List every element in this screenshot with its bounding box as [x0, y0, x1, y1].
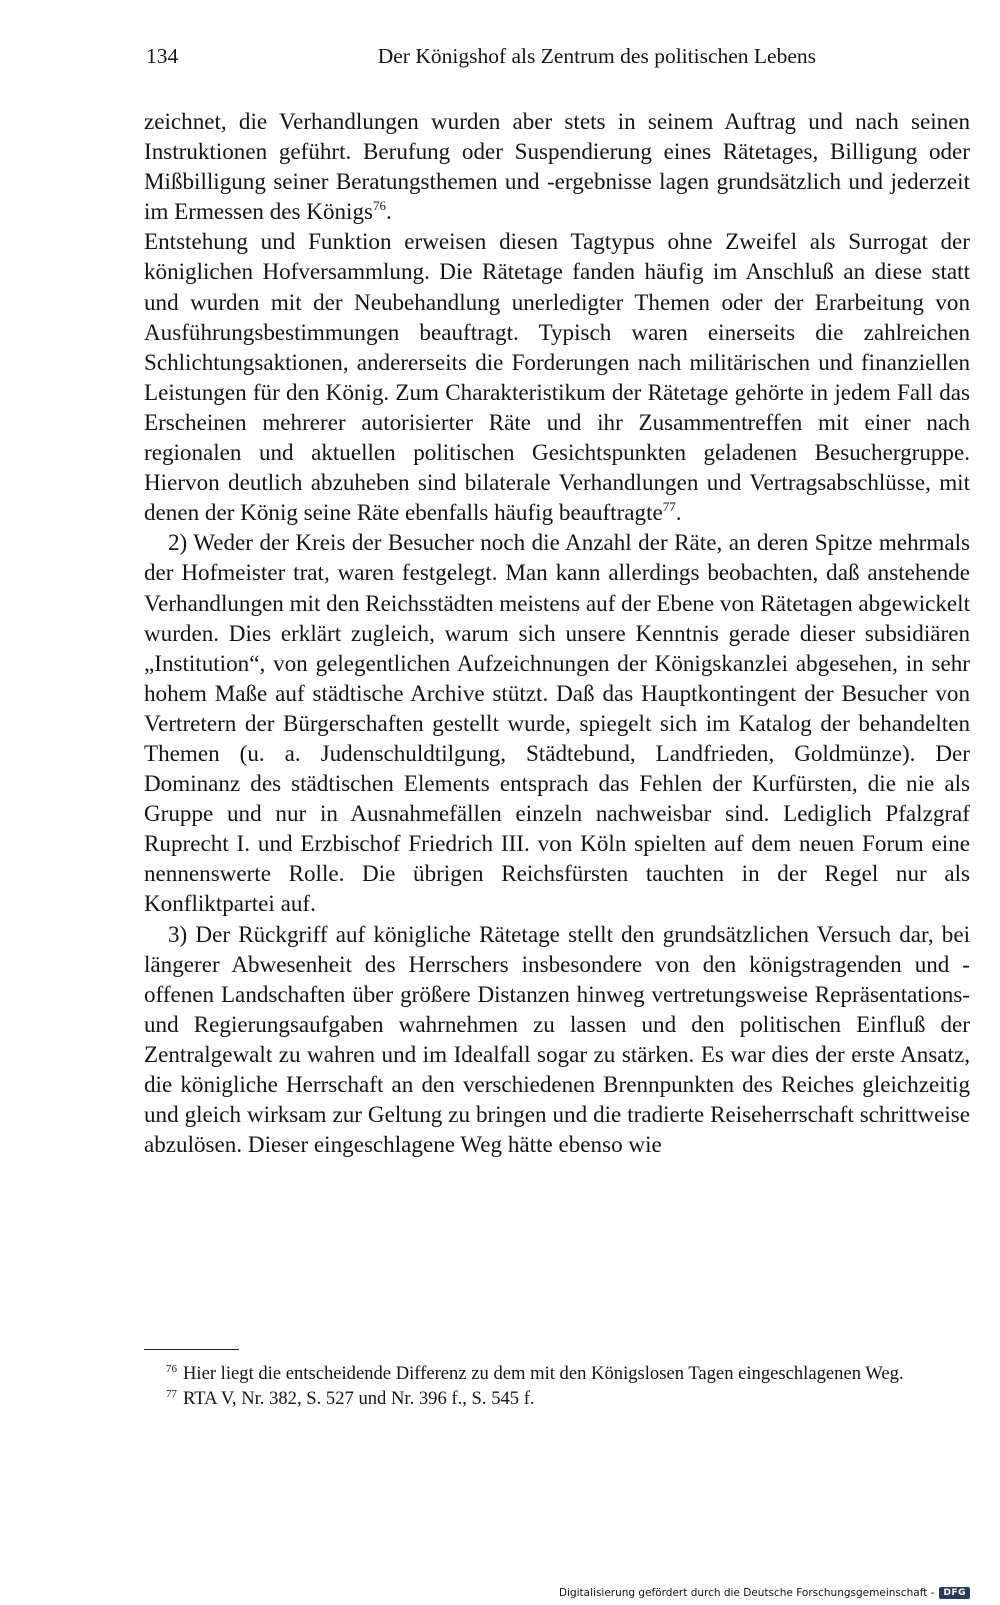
- body-text: [144, 106, 970, 1159]
- footnotes: [144, 1361, 970, 1411]
- footnote-number: 76: [166, 1363, 177, 1375]
- footnote-ref-77[interactable]: 77: [662, 499, 676, 515]
- funding-credit: [559, 1587, 970, 1599]
- footnote-divider: [144, 1349, 239, 1350]
- footnote-number: 77: [166, 1388, 177, 1400]
- funding-text: Digitalisierung gefördert durch die Deutsche Forschungsgemeinschaft -: [558, 1587, 935, 1599]
- dfg-logo-icon: DFG: [939, 1587, 970, 1599]
- paragraph-point-2: 2) Weder der Kreis der Besucher noch die Anzahl der Räte, an deren Spitze mehrmals der Hofmeister trat, waren festgelegt. Man kann allerdings beobachten, daß anstehende Verhandlungen mit den Reichsstädten meistens auf der Ebene von Rätetagen abgewickelt wurden. Dies erklärt zugleich, warum sich unsere Kenntnis gerade dieser subsidiären „Institution“, von gelegentlichen Aufzeichnungen der Königskanzlei abgesehen, in sehr hohem Maße auf städtische Archive stützt. Daß das Hauptkontingent der Besucher von Vertretern der Bürgerschaften gestellt wurde, spiegelt sich im Katalog der behandelten Themen (u. a. Judenschuldtilgung, Städtebund, Landfrieden, Goldmünze). Der Dominanz des städtischen Elements entsprach das Fehlen der Kurfürsten, die nie als Gruppe und nur in Ausnahmefällen einzeln nachweisbar sind. Lediglich Pfalzgraf Ruprecht I. und Erzbischof Friedrich III. von Köln spielten auf dem neuen Forum eine nennenswerte Rolle. Die übrigen Reichsfürsten tauchten in der Regel nur als Konfliktpartei auf.: [144, 529, 970, 917]
- paragraph-function: Entstehung und Funktion erweisen diesen Tagtypus ohne Zweifel als Surrogat der königlichen Hofversammlung. Die Rätetage fanden häufig im Anschluß an diese statt und wurden mit der Neubehandlung unerledigter Themen oder der Erarbeitung von Ausführungsbestimmungen beauftragt. Typisch waren einerseits die zahlreichen Schlichtungsaktionen, andererseits die Forderungen nach militärischen und finanziellen Leistungen für den König. Zum Charakteristikum der Rätetage gehörte in jedem Fall das Erscheinen mehrerer autorisierter Räte und ihr Zusammentreffen mit einer nach regionalen und aktuellen politischen Gesichtspunkten geladenen Besuchergruppe. Hiervon deutlich abzuheben sind bilaterale Verhandlungen und Vertragsabschlüsse, mit denen der König seine Räte ebenfalls häufig beauftragte$^{77}$.: [144, 228, 970, 526]
- footnote-text: RTA V, Nr. 382, S. 527 und Nr. 396 f., S. 545 f.: [183, 1388, 535, 1409]
- footnote-76: [144, 1361, 970, 1386]
- footnote-text: Hier liegt die entscheidende Differenz zu dem mit den Königslosen Tagen eingeschlagenen Weg.: [183, 1363, 904, 1384]
- running-title: Der Königshof als Zentrum des politischen Lebens: [377, 44, 816, 68]
- paragraph-point-3: 3) Der Rückgriff auf königliche Rätetage stellt den grundsätzlichen Versuch dar, bei längerer Abwesenheit des Herrschers insbesondere von den königstragenden und -offenen Landschaften über größere Distanzen hinweg vertretungsweise Repräsentations- und Regierungsaufgaben wahrnehmen zu lassen und den politischen Einfluß der Zentralgewalt zu wahren und im Idealfall sogar zu stärken. Es war dies der erste Ansatz, die königliche Herrschaft an den verschiedenen Brennpunkten des Reiches gleichzeitig und gleich wirksam zur Geltung zu bringen und die tradierte Reiseherrschaft schrittweise abzulösen. Dieser eingeschlagene Weg hätte ebenso wie: [144, 920, 970, 1158]
- page-header: [146, 44, 816, 78]
- paragraph-continuation: zeichnet, die Verhandlungen wurden aber stets in seinem Auftrag und nach seinen Instruktionen geführt. Berufung oder Suspendierung eines Rätetages, Billigung oder Mißbilligung seiner Beratungsthemen und -ergebnisse lagen grundsätzlich und jederzeit im Ermessen des Königs$^{76}$.: [144, 108, 970, 225]
- footnote-77: [144, 1386, 970, 1411]
- footnote-ref-76[interactable]: 76: [373, 198, 386, 214]
- page-number: 134: [146, 44, 179, 68]
